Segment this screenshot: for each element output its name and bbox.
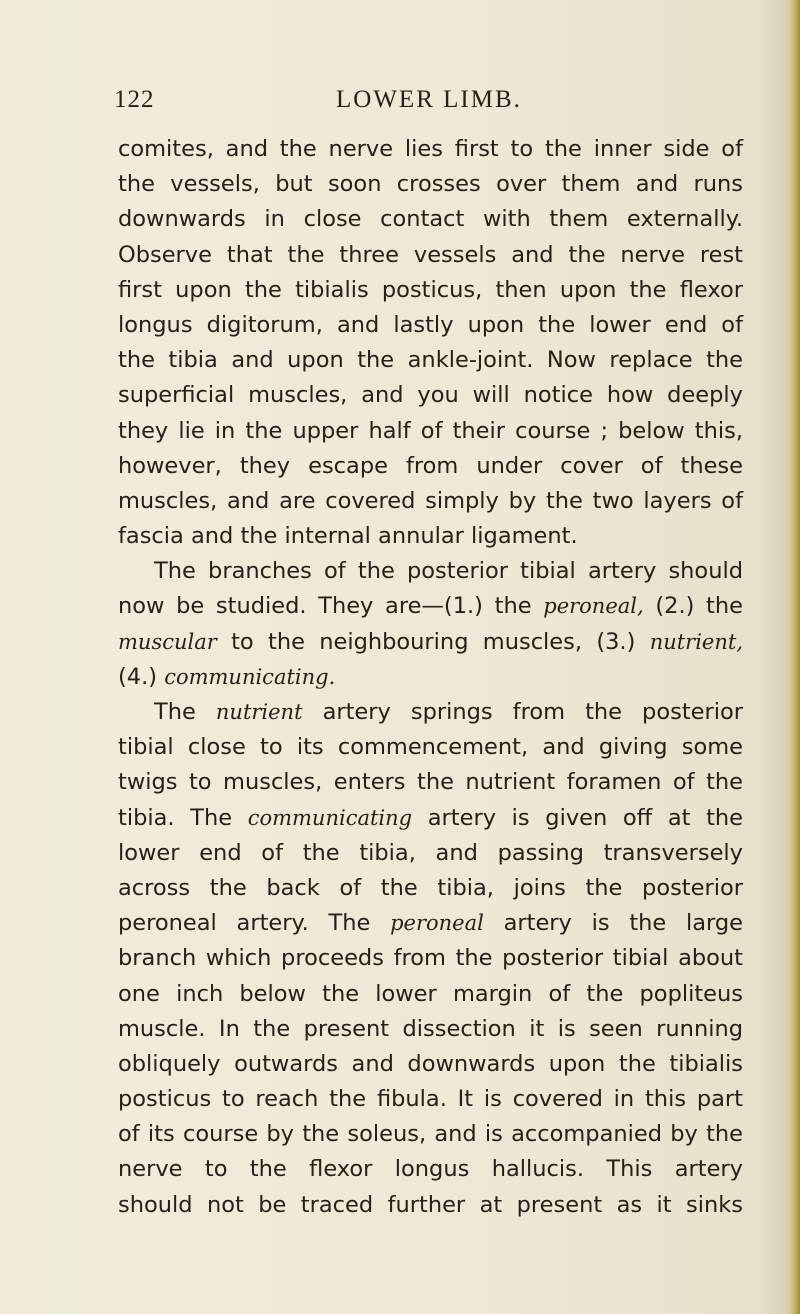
text-line: tibia. The communicating artery is given off at the [118, 804, 743, 831]
text-line: The nutrient artery springs from the posterior [154, 699, 743, 725]
text-line: Observe that the three vessels and the nerve rest [118, 241, 743, 268]
italic-term: peroneal, [543, 594, 644, 619]
text-line: first upon the tibialis posticus, then upon the flexor [118, 276, 743, 303]
page-number: 122 [114, 86, 155, 113]
text-line: however, they escape from under cover of these [118, 452, 743, 479]
text-line: the vessels, but soon crosses over them and runs [118, 171, 743, 198]
running-head [0, 82, 790, 118]
text-line: obliquely outwards and downwards upon the tibialis [118, 1050, 743, 1077]
body-text [118, 132, 743, 1223]
text-line: lower end of the tibia, and passing transversely [118, 839, 743, 866]
text-line: of its course by the soleus, and is accompanied by the [118, 1121, 743, 1148]
text-line: comites, and the nerve lies first to the inner side of [118, 136, 743, 162]
italic-term: muscular [118, 629, 217, 654]
page-edge [784, 0, 800, 1314]
text-line: muscle. In the present dissection it is seen running [118, 1015, 743, 1042]
text-line: one inch below the lower margin of the popliteus [118, 980, 743, 1007]
text-line: should not be traced further at present as it sinks [118, 1191, 743, 1218]
italic-term: communicating. [164, 664, 336, 689]
text-line: posticus to reach the fibula. It is covered in this part [118, 1086, 743, 1113]
text-line: peroneal artery. The peroneal artery is the large [118, 910, 744, 937]
text-line: The branches of the posterior tibial artery should [154, 558, 743, 585]
italic-term: peroneal [390, 911, 484, 936]
italic-term: nutrient [215, 700, 303, 724]
text-line: muscles, and are covered simply by the two layers of [118, 487, 743, 514]
italic-term: nutrient, [649, 629, 743, 654]
text-line: branch which proceeds from the posterior tibial about [118, 945, 743, 972]
text-line: tibial close to its commencement, and giving some [118, 734, 743, 761]
text-line: muscular to the neighbouring muscles, (3.) nutrient, [118, 628, 743, 655]
text-line: nerve to the flexor longus hallucis. This artery [118, 1156, 743, 1183]
italic-term: communicating [247, 805, 413, 830]
text-line: now be studied. They are—(1.) the peroneal, (2.) the [118, 593, 743, 620]
text-line: the tibia and upon the ankle-joint. Now replace the [118, 347, 743, 374]
text-line: across the back of the tibia, joins the posterior [118, 874, 743, 901]
text-line: downwards in close contact with them externally. [118, 206, 743, 233]
text-line: they lie in the upper half of their course ; below this, [118, 417, 743, 444]
chapter-title: LOWER LIMB. [336, 86, 522, 113]
text-line: longus digitorum, and lastly upon the lower end of [118, 311, 743, 338]
text-line: superficial muscles, and you will notice how deeply [118, 382, 743, 409]
text-line: (4.) communicating. [118, 663, 336, 690]
text-line: fascia and the internal annular ligament. [118, 523, 578, 550]
text-line: twigs to muscles, enters the nutrient foramen of the [118, 769, 743, 796]
